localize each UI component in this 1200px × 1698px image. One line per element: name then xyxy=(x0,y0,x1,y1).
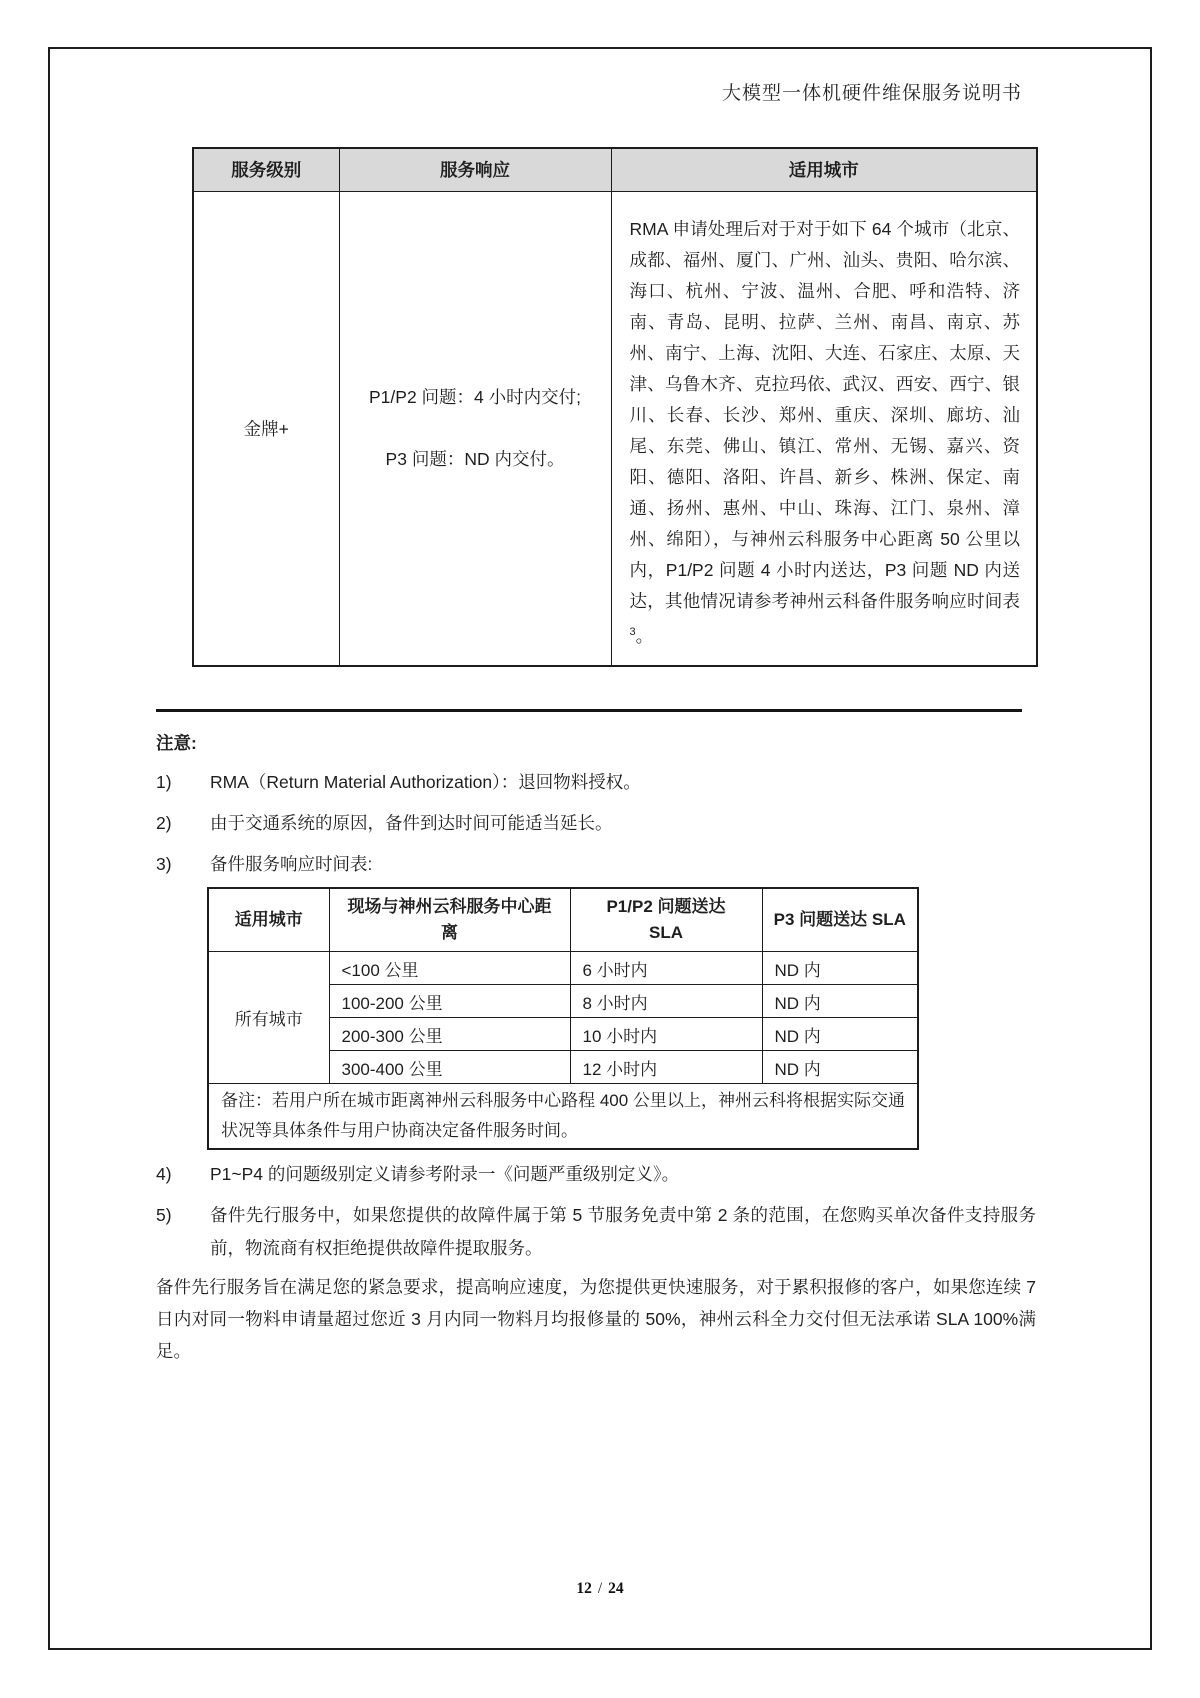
note-text: 备件服务响应时间表: xyxy=(210,854,373,875)
page-number-total: 24 xyxy=(608,1580,624,1597)
note-item-2 xyxy=(156,807,1036,840)
distance-cell: 200-300 公里 xyxy=(329,1018,570,1051)
p1p2-sla-cell: 12 小时内 xyxy=(570,1051,762,1084)
distance-cell: 100-200 公里 xyxy=(329,985,570,1018)
service-response-cell xyxy=(339,191,611,666)
sla-table-remark-row xyxy=(208,1084,918,1150)
p3-sla-cell: ND 内 xyxy=(762,985,918,1018)
service-table-row xyxy=(193,191,1037,666)
p1p2-sla-cell: 8 小时内 xyxy=(570,985,762,1018)
page-number-separator: / xyxy=(597,1580,603,1597)
sla-table-header-row xyxy=(208,888,918,952)
page-content xyxy=(156,78,1036,1367)
cities-text: RMA 申请处理后对于对于如下 64 个城市（北京、成都、福州、厦门、广州、汕头、贵阳、哈尔滨、海口、杭州、宁波、温州、合肥、呼和浩特、济南、青岛、昆明、拉萨、兰州、南昌、南京、苏州、南宁、上海、沈阳、大连、石家庄、太原、天津、乌鲁木齐、克拉玛依、武汉、西安、西宁、银川、长春、长沙、郑州、重庆、深圳、廊坊、汕尾、东莞、佛山、镇江、常州、无锡、嘉兴、资阳、德阳、洛阳、许昌、新乡、株洲、保定、南通、扬州、惠州、中山、珠海、江门、泉州、漳州、绵阳），与神州云科服务中心距离 50 公里以内，P1/P2 问题 4 小时内送达，P3 问题 ND 内送达，其他情况请参考神州云科备件服务响应时间表 xyxy=(629,218,1020,611)
note-number: 3) xyxy=(156,854,172,875)
note-text: RMA（Return Material Authorization）：退回物料授权。 xyxy=(210,772,641,793)
cities-text-end: 。 xyxy=(635,625,654,646)
note-item-3 xyxy=(156,848,1036,881)
service-level-cell: 金牌+ xyxy=(193,191,339,666)
note-number: 4) xyxy=(156,1164,172,1185)
service-level-table xyxy=(192,147,1038,667)
sla-table-row xyxy=(208,952,918,985)
header-cell-service-level: 服务级别 xyxy=(193,148,339,191)
section-divider xyxy=(156,709,1022,712)
note-item-5 xyxy=(156,1199,1036,1265)
closing-paragraph: 备件先行服务旨在满足您的紧急要求，提高响应速度，为您提供更快速服务，对于累积报修的客户，如果您连续 7 日内对同一物料申请量超过您近 3 月内同一物料月均报修量的 50%，神州云科全力交付但无法承诺 SLA 100%满足。 xyxy=(156,1277,1036,1362)
distance-cell: 300-400 公里 xyxy=(329,1051,570,1084)
p3-sla-cell: ND 内 xyxy=(762,952,918,985)
p1p2-sla-cell: 10 小时内 xyxy=(570,1018,762,1051)
service-table-header-row xyxy=(193,148,1037,191)
p1p2-sla-cell: 6 小时内 xyxy=(570,952,762,985)
header-cell-distance: 现场与神州云科服务中心距离 xyxy=(329,888,570,952)
notes-heading: 注意: xyxy=(156,733,197,754)
remark-cell: 备注：若用户所在城市距离神州云科服务中心路程 400 公里以上，神州云科将根据实际交通状况等具体条件与用户协商决定备件服务时间。 xyxy=(208,1084,918,1150)
response-p3: P3 问题：ND 内交付。 xyxy=(385,448,565,469)
note-number: 1) xyxy=(156,772,172,793)
response-p1p2: P1/P2 问题：4 小时内交付; xyxy=(369,386,581,407)
header-cell-p1p2-sla: P1/P2 问题送达 SLA xyxy=(570,888,762,952)
note-text: P1~P4 的问题级别定义请参考附录一《问题严重级别定义》。 xyxy=(210,1164,680,1185)
note-text: 由于交通系统的原因，备件到达时间可能适当延长。 xyxy=(210,813,613,834)
city-group-cell: 所有城市 xyxy=(208,952,329,1084)
note-text: 备件先行服务中，如果您提供的故障件属于第 5 节服务免责中第 2 条的范围，在您购买单次备件支持服务前，物流商有权拒绝提供故障件提取服务。 xyxy=(210,1205,1036,1259)
distance-cell: <100 公里 xyxy=(329,952,570,985)
p3-sla-cell: ND 内 xyxy=(762,1051,918,1084)
note-item-1 xyxy=(156,766,1036,799)
header-title: 大模型一体机硬件维保服务说明书 xyxy=(721,83,1022,104)
spare-parts-sla-table xyxy=(207,887,919,1150)
header-cell-service-response: 服务响应 xyxy=(339,148,611,191)
footnote-superscript: 3 xyxy=(629,625,636,638)
page-number-current: 12 xyxy=(576,1580,592,1597)
header-cell-applicable-cities: 适用城市 xyxy=(611,148,1037,191)
note-number: 5) xyxy=(156,1205,172,1226)
note-number: 2) xyxy=(156,813,172,834)
note-item-4 xyxy=(156,1158,1036,1191)
page-footer xyxy=(0,1580,1200,1598)
header-cell-p3-sla: P3 问题送达 SLA xyxy=(762,888,918,952)
applicable-cities-cell xyxy=(611,191,1037,666)
p3-sla-cell: ND 内 xyxy=(762,1018,918,1051)
header-cell-applicable-city: 适用城市 xyxy=(208,888,329,952)
